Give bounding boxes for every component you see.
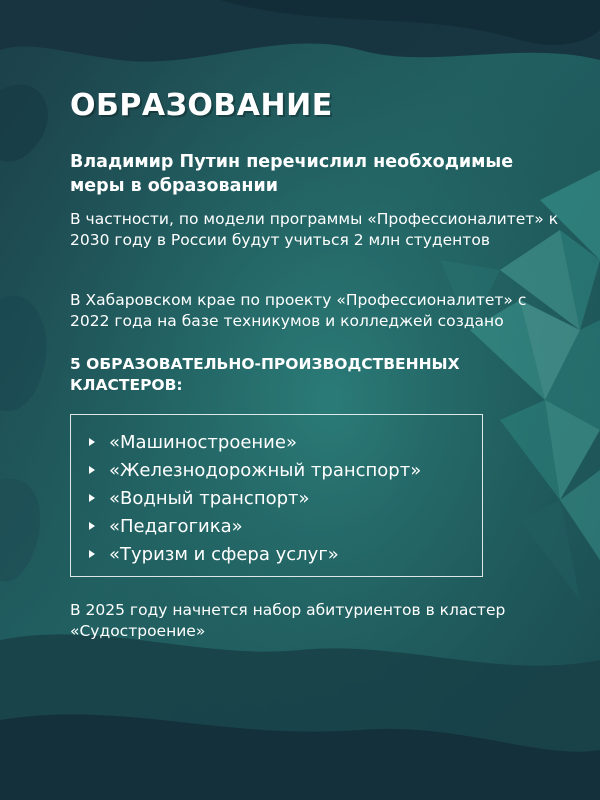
clusters-box [70,414,483,577]
list-item [89,428,421,456]
cluster-label: «Машиностроение» [109,431,297,453]
paragraph-khabarovsk: В Хабаровском крае по проекту «Профессионалитет» с 2022 года на базе техникумов и колледжей создано [70,291,527,330]
cluster-label: «Водный транспорт» [109,487,310,509]
triangle-bullet-icon [89,522,95,530]
cluster-label: «Железнодорожный транспорт» [109,459,422,481]
triangle-bullet-icon [89,438,95,446]
list-item [89,484,421,512]
clusters-heading: 5 ОБРАЗОВАТЕЛЬНО-ПРОИЗВОДСТВЕННЫХ КЛАСТЕРОВ: [70,355,460,394]
triangle-bullet-icon [89,494,95,502]
lead-heading: Владимир Путин перечислил необходимые меры в образовании [70,152,514,196]
triangle-bullet-icon [89,550,95,558]
cluster-label: «Туризм и сфера услуг» [109,543,339,565]
page-title: ОБРАЗОВАНИЕ [70,88,333,123]
clusters-list [89,428,421,568]
list-item [89,456,421,484]
list-item [89,540,421,568]
triangle-bullet-icon [89,466,95,474]
footer-note: В 2025 году начнется набор абитуриентов в кластер «Судостроение» [70,601,506,640]
cluster-label: «Педагогика» [109,515,243,537]
list-item [89,512,421,540]
paragraph-professionalitet-russia: В частности, по модели программы «Профессионалитет» к 2030 году в России будут учиться 2 млн студентов [70,210,559,249]
